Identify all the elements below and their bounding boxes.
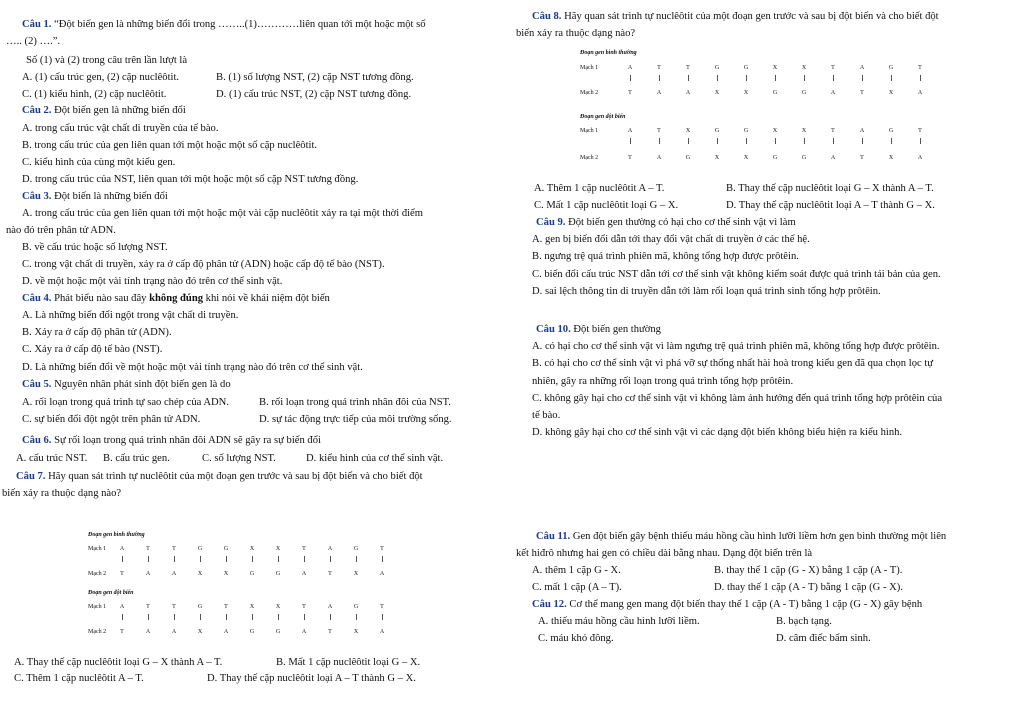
q10-option-b-line2[interactable]: nhiên, gây ra những rối loạn trong quá trình tổng hợp prôtêin.: [532, 376, 794, 387]
q7-mutant-bond: [174, 614, 175, 620]
q8-normal-bond: [920, 75, 921, 81]
q1-stem-text: “Đột biến gen là những biến đổi trong ……..(1)…………liên quan tới một hoặc một số: [54, 19, 426, 30]
q7-normal-bond: [278, 556, 279, 562]
q7-mutant-m1-base: G: [197, 604, 203, 610]
q8-mutant-bond: [891, 138, 892, 144]
q7-stem-line1: [16, 470, 423, 483]
q8-mutant-bond: [717, 138, 718, 144]
q8-mutant-m2-base: G: [772, 155, 778, 161]
q1-stem-line2: ….. (2) ….”.: [6, 36, 61, 47]
q12-option-a[interactable]: A. thiếu máu hồng cầu hình lưỡi liềm.: [538, 616, 700, 627]
q7-normal-m2-base: X: [223, 571, 229, 577]
q11-number: Câu 11.: [536, 531, 571, 542]
q12-option-c[interactable]: C. máu khó đông.: [538, 633, 614, 644]
q1-stem-line3: Số (1) và (2) trong câu trên lần lượt là: [26, 55, 188, 66]
q7-mutant-bond: [356, 614, 357, 620]
q8-mutant-m1-base: G: [743, 128, 749, 134]
q2-stem: [22, 104, 186, 117]
q8-normal-m2-base: X: [888, 90, 894, 96]
q4-option-c[interactable]: C. Xảy ra ở cấp độ tế bào (NST).: [22, 344, 163, 355]
q7-normal-m2-base: A: [379, 571, 385, 577]
q8-mutant-strand2-label: Mạch 2: [580, 155, 599, 161]
q7-mutant-bond: [200, 614, 201, 620]
q8-normal-bond: [630, 75, 631, 81]
q8-mutant-bond: [775, 138, 776, 144]
q6-option-d[interactable]: D. kiểu hình của cơ thể sinh vật.: [306, 453, 444, 464]
q7-normal-m2-base: A: [171, 571, 177, 577]
q8-mutant-m1-base: X: [801, 128, 807, 134]
q7-normal-strand1-label: Mạch 1: [88, 546, 107, 552]
q1-option-b[interactable]: B. (1) số lượng NST, (2) cặp NST tương đồng.: [216, 72, 414, 83]
q8-mutant-m1-base: T: [657, 128, 661, 134]
q4-stem-post: khi nói về khái niệm đột biến: [203, 293, 330, 304]
q7-normal-bond: [200, 556, 201, 562]
q10-option-c-line1[interactable]: C. không gây hại cho cơ thể sinh vật vì không làm ảnh hưởng đến quá trình tổng hợp prôtêin của: [532, 393, 943, 404]
q3-option-b[interactable]: B. về cấu trúc hoặc số lượng NST.: [22, 242, 168, 253]
q8-mutant-strand1-label: Mạch 1: [580, 128, 599, 134]
q8-mutant-m2-base: X: [743, 155, 749, 161]
q8-number: Câu 8.: [532, 11, 562, 22]
q7-mutant-m2-base: A: [301, 629, 307, 635]
q7-normal-m1-base: T: [380, 546, 384, 552]
q7-option-c[interactable]: C. Thêm 1 cặp nuclêôtit A – T.: [14, 673, 144, 684]
q8-mutant-m1-base: G: [888, 128, 894, 134]
q7-option-d[interactable]: D. Thay thế cặp nuclêôtit loại A – T thành G – X.: [207, 673, 416, 684]
q7-dna-diagram: [88, 532, 388, 642]
q8-mutant-m2-base: A: [830, 155, 836, 161]
q10-option-d[interactable]: D. không gây hại cho cơ thể sinh vật vì các dạng đột biến không biểu hiện ra kiểu hình.: [532, 427, 903, 438]
q9-stem: [536, 216, 796, 229]
q1-option-d[interactable]: D. (1) cấu trúc NST, (2) cặp NST tương đồng.: [216, 89, 412, 100]
q7-mutant-bond: [304, 614, 305, 620]
q5-stem-text: Nguyên nhân phát sinh đột biến gen là do: [54, 379, 231, 390]
q7-normal-m1-base: G: [223, 546, 229, 552]
q4-stem: [22, 292, 330, 305]
q8-normal-m2-base: T: [628, 90, 632, 96]
q11-stem-text: Gen đột biến gây bệnh thiếu máu hồng cầu hình lưỡi liềm hơn gen bình thường một liên: [572, 531, 947, 542]
q7-mutant-strand2-label: Mạch 2: [88, 629, 107, 635]
q2-stem-text: Đột biến gen là những biến đổi: [54, 105, 186, 116]
q8-normal-m2-base: G: [801, 90, 807, 96]
q7-normal-bond: [252, 556, 253, 562]
q8-normal-m1-base: A: [859, 65, 865, 71]
q5-option-d[interactable]: D. sự tác động trực tiếp của môi trường sống.: [259, 414, 452, 425]
q8-mutant-bond: [862, 138, 863, 144]
q7-normal-bond: [382, 556, 383, 562]
q8-mutant-m1-base: T: [918, 128, 922, 134]
q7-normal-bond: [148, 556, 149, 562]
q8-normal-m1-base: T: [918, 65, 922, 71]
q3-option-a-line1[interactable]: A. trong cấu trúc của gen liên quan tới một hoặc một vài cặp nuclêôtit xảy ra tại một thời điểm: [22, 208, 423, 219]
q7-mutant-strand1-label: Mạch 1: [88, 604, 107, 610]
q1-number: Câu 1.: [22, 19, 52, 30]
q3-stem: [22, 190, 168, 203]
q4-option-d[interactable]: D. Là những biến đổi về một hoặc một vài tính trạng nào đó trên cơ thể sinh vật.: [22, 362, 363, 373]
q7-normal-m1-base: X: [275, 546, 281, 552]
q7-option-a[interactable]: A. Thay thế cặp nuclêôtit loại G – X thành A – T.: [14, 657, 223, 668]
q8-mutant-m2-base: T: [860, 155, 864, 161]
q9-option-b[interactable]: B. ngưng trệ quá trình phiên mã, không tổng hợp được prôtêin.: [532, 251, 799, 262]
q8-normal-m1-base: G: [888, 65, 894, 71]
q7-mutant-m2-base: T: [328, 629, 332, 635]
q3-number: Câu 3.: [22, 191, 52, 202]
q7-mutant-m2-base: T: [120, 629, 124, 635]
q7-mutant-m2-base: G: [275, 629, 281, 635]
q2-number: Câu 2.: [22, 105, 52, 116]
q11-option-d[interactable]: D. thay thế 1 cặp (A - T) bằng 1 cặp (G - X).: [714, 582, 903, 593]
q7-normal-m1-base: A: [119, 546, 125, 552]
q7-normal-strand2-label: Mạch 2: [88, 571, 107, 577]
q7-normal-bond: [122, 556, 123, 562]
q8-normal-bond: [891, 75, 892, 81]
q8-stem-line2: biến xảy ra thuộc dạng nào?: [516, 28, 636, 39]
q4-option-b[interactable]: B. Xảy ra ở cấp độ phân tử (ADN).: [22, 327, 172, 338]
q3-option-d[interactable]: D. về một hoặc một vài tính trạng nào đó trên cơ thể sinh vật.: [22, 276, 283, 287]
q7-mutant-m2-base: A: [379, 629, 385, 635]
q8-normal-bond: [746, 75, 747, 81]
q2-option-a[interactable]: A. trong cấu trúc vật chất di truyền của tế bào.: [22, 123, 219, 134]
q8-mutant-bond: [659, 138, 660, 144]
q7-mutant-m2-base: A: [171, 629, 177, 635]
q7-normal-m2-base: X: [353, 571, 359, 577]
q11-stem-line1: [536, 530, 946, 543]
q4-number: Câu 4.: [22, 293, 52, 304]
q10-stem: [536, 323, 661, 336]
q8-mutant-bond: [804, 138, 805, 144]
q7-mutant-m1-base: T: [380, 604, 384, 610]
q7-mutant-m2-base: A: [223, 629, 229, 635]
q2-option-d[interactable]: D. trong cấu trúc của NST, liên quan tới một hoặc một số cặp NST tương đồng.: [22, 174, 359, 185]
q9-number: Câu 9.: [536, 217, 566, 228]
q8-mutant-bond: [746, 138, 747, 144]
q8-normal-m1-base: A: [627, 65, 633, 71]
q7-mutant-m1-base: X: [249, 604, 255, 610]
q8-stem-line1: [532, 10, 939, 23]
q10-option-c-line2[interactable]: tế bào.: [532, 410, 561, 421]
q7-normal-m2-base: G: [275, 571, 281, 577]
q8-normal-m1-base: T: [686, 65, 690, 71]
q7-normal-m2-base: T: [328, 571, 332, 577]
q7-normal-m1-base: T: [146, 546, 150, 552]
q9-stem-text: Đột biến gen thường có hại cho cơ thể sinh vật vì làm: [568, 217, 796, 228]
q8-mutant-m2-base: A: [917, 155, 923, 161]
q10-option-b-line1[interactable]: B. có hại cho cơ thể sinh vật vì phá vỡ sự thống nhất hài hoà trong kiểu gen đã qua chọn lọc tự: [532, 358, 934, 369]
q7-normal-m1-base: T: [172, 546, 176, 552]
q6-stem-text: Sự rối loạn trong quá trình nhân đôi ADN sẽ gây ra sự biến đổi: [54, 435, 321, 446]
q12-stem-text: Cơ thể mang gen mang đột biến thay thế 1 cặp (A - T) bằng 1 cặp (G - X) gây bệnh: [569, 599, 923, 610]
q12-option-d[interactable]: D. câm điếc bẩm sinh.: [776, 633, 871, 644]
q6-stem: [22, 434, 321, 447]
q8-mutant-m1-base: X: [772, 128, 778, 134]
q7-mutant-m2-base: A: [145, 629, 151, 635]
q8-normal-m1-base: G: [714, 65, 720, 71]
q8-mutant-m1-base: A: [627, 128, 633, 134]
q4-stem-pre: Phát biểu nào sau đây: [54, 293, 150, 304]
q7-mutant-bond: [122, 614, 123, 620]
q7-mutant-m1-base: T: [146, 604, 150, 610]
q7-mutant-m2-base: G: [249, 629, 255, 635]
q1-option-c[interactable]: C. (1) kiểu hình, (2) cặp nuclêôtit.: [22, 89, 167, 100]
q7-normal-title: Đoạn gen bình thường: [88, 532, 145, 538]
q8-mutant-bond: [630, 138, 631, 144]
q9-option-d[interactable]: D. sai lệch thông tin di truyền dẫn tới làm rối loạn quá trình sinh tổng hợp prôtêin.: [532, 286, 881, 297]
q7-mutant-title: Đoạn gen đột biến: [88, 590, 134, 596]
q7-mutant-m2-base: X: [353, 629, 359, 635]
q12-option-b[interactable]: B. bạch tạng.: [776, 616, 832, 627]
q10-option-a[interactable]: A. có hại cho cơ thể sinh vật vì làm ngưng trệ quá trình phiên mã, không tổng hợp được prôtêin.: [532, 341, 940, 352]
q7-mutant-m1-base: X: [275, 604, 281, 610]
q8-option-d[interactable]: D. Thay thế cặp nuclêôtit loại A – T thành G – X.: [726, 200, 935, 211]
q8-mutant-bond: [688, 138, 689, 144]
q7-normal-bond: [304, 556, 305, 562]
q8-normal-bond: [833, 75, 834, 81]
q8-option-b[interactable]: B. Thay thế cặp nuclêôtit loại G – X thành A – T.: [726, 183, 934, 194]
q4-stem-bold: không đúng: [149, 293, 204, 304]
q7-mutant-m1-base: A: [327, 604, 333, 610]
q2-option-b[interactable]: B. trong cấu trúc của gen liên quan tới một hoặc một số cặp nuclêôtit.: [22, 140, 318, 151]
q7-mutant-bond: [252, 614, 253, 620]
q8-mutant-m2-base: X: [888, 155, 894, 161]
q7-normal-m1-base: G: [197, 546, 203, 552]
q8-mutant-title: Đoạn gen đột biến: [580, 114, 626, 120]
q6-number: Câu 6.: [22, 435, 52, 446]
q8-option-c[interactable]: C. Mất 1 cặp nuclêôtit loại G – X.: [534, 200, 679, 211]
q5-option-b[interactable]: B. rối loạn trong quá trình nhân đôi của NST.: [259, 397, 451, 408]
q7-normal-m1-base: G: [353, 546, 359, 552]
q8-normal-bond: [775, 75, 776, 81]
q7-mutant-m2-base: X: [197, 629, 203, 635]
q8-normal-title: Đoạn gen bình thường: [580, 50, 637, 56]
q5-option-c[interactable]: C. sự biến đổi đột ngột trên phân tử ADN.: [22, 414, 201, 425]
q7-number: Câu 7.: [16, 471, 46, 482]
q3-option-a-line2[interactable]: nào đó trên phân tử ADN.: [6, 225, 116, 236]
q7-mutant-bond: [278, 614, 279, 620]
q8-normal-bond: [659, 75, 660, 81]
q1-stem-line1: [22, 18, 426, 31]
q8-mutant-m1-base: A: [859, 128, 865, 134]
q5-option-a[interactable]: A. rối loạn trong quá trình tự sao chép của ADN.: [22, 397, 229, 408]
q7-mutant-m1-base: G: [353, 604, 359, 610]
q8-mutant-m1-base: X: [685, 128, 691, 134]
q7-normal-m2-base: A: [301, 571, 307, 577]
q8-mutant-m2-base: T: [628, 155, 632, 161]
q7-normal-m2-base: G: [249, 571, 255, 577]
q7-normal-bond: [330, 556, 331, 562]
q8-normal-m2-base: A: [685, 90, 691, 96]
q8-dna-diagram: [580, 50, 923, 166]
q7-option-b[interactable]: B. Mất 1 cặp nuclêôtit loại G – X.: [276, 657, 421, 668]
q2-option-c[interactable]: C. kiểu hình của cùng một kiểu gen.: [22, 157, 176, 168]
q8-normal-m2-base: A: [656, 90, 662, 96]
q8-option-a[interactable]: A. Thêm 1 cặp nuclêôtit A – T.: [534, 183, 665, 194]
q8-normal-m2-base: A: [830, 90, 836, 96]
q7-mutant-bond: [330, 614, 331, 620]
q7-mutant-bond: [148, 614, 149, 620]
q10-number: Câu 10.: [536, 324, 571, 335]
q8-normal-strand1-label: Mạch 1: [580, 65, 599, 71]
q8-normal-m1-base: X: [801, 65, 807, 71]
q11-stem-line2: kết hiđrô nhưng hai gen có chiều dài bằng nhau. Dạng đột biến trên là: [516, 548, 813, 559]
q7-mutant-m1-base: T: [302, 604, 306, 610]
q8-normal-m2-base: G: [772, 90, 778, 96]
q6-option-b[interactable]: B. cấu trúc gen.: [103, 453, 170, 464]
q3-stem-text: Đột biến là những biến đổi: [54, 191, 168, 202]
q8-normal-m1-base: T: [831, 65, 835, 71]
q1-option-a[interactable]: A. (1) cấu trúc gen, (2) cặp nuclêôtit.: [22, 72, 180, 83]
q7-normal-m1-base: A: [327, 546, 333, 552]
q8-mutant-m2-base: G: [685, 155, 691, 161]
q8-normal-m1-base: T: [657, 65, 661, 71]
q8-normal-m2-base: A: [917, 90, 923, 96]
q7-stem-text: Hãy quan sát trình tự nuclêôtit của một đoạn gen trước và sau bị đột biến và cho biết đột: [48, 471, 423, 482]
q8-normal-bond: [862, 75, 863, 81]
q11-option-a[interactable]: A. thêm 1 cặp G - X.: [532, 565, 621, 576]
q7-mutant-m1-base: A: [119, 604, 125, 610]
q7-normal-m2-base: T: [120, 571, 124, 577]
q11-option-b[interactable]: B. thay thế 1 cặp (G - X) bằng 1 cặp (A - T).: [714, 565, 903, 576]
q10-stem-text: Đột biến gen thường: [573, 324, 661, 335]
q12-stem: [532, 598, 922, 611]
q9-option-a[interactable]: A. gen bị biến đổi dẫn tới thay đổi vật chất di truyền ở các thế hệ.: [532, 234, 810, 245]
q7-mutant-bond: [382, 614, 383, 620]
q7-mutant-m1-base: T: [224, 604, 228, 610]
q8-normal-bond: [688, 75, 689, 81]
q8-normal-m1-base: G: [743, 65, 749, 71]
q8-stem-text: Hãy quan sát trình tự nuclêôtit của một đoạn gen trước và sau bị đột biến và cho biết đột: [564, 11, 939, 22]
q8-normal-m2-base: T: [860, 90, 864, 96]
q8-normal-strand2-label: Mạch 2: [580, 90, 599, 96]
q7-normal-m2-base: A: [145, 571, 151, 577]
q8-mutant-m2-base: A: [656, 155, 662, 161]
q7-normal-bond: [226, 556, 227, 562]
q12-number: Câu 12.: [532, 599, 567, 610]
q8-mutant-m1-base: G: [714, 128, 720, 134]
q4-option-a[interactable]: A. Là những biến đổi ngột trong vật chất di truyền.: [22, 310, 239, 321]
q6-option-a[interactable]: A. cấu trúc NST.: [16, 453, 88, 464]
q8-normal-m2-base: X: [743, 90, 749, 96]
q7-normal-bond: [174, 556, 175, 562]
q8-mutant-m1-base: T: [831, 128, 835, 134]
q7-normal-m1-base: X: [249, 546, 255, 552]
q6-option-c[interactable]: C. số lượng NST.: [202, 453, 276, 464]
q8-mutant-bond: [833, 138, 834, 144]
q7-normal-m1-base: T: [302, 546, 306, 552]
q5-number: Câu 5.: [22, 379, 52, 390]
q7-mutant-m1-base: T: [172, 604, 176, 610]
q7-mutant-bond: [226, 614, 227, 620]
q8-normal-m1-base: X: [772, 65, 778, 71]
q7-normal-m2-base: X: [197, 571, 203, 577]
q7-stem-line2: biến xảy ra thuộc dạng nào?: [2, 488, 122, 499]
q8-normal-bond: [717, 75, 718, 81]
q9-option-c[interactable]: C. biến đổi cấu trúc NST dẫn tới cơ thể sinh vật không kiểm soát được quá trình tái bản của gen.: [532, 269, 941, 280]
q8-mutant-m2-base: X: [714, 155, 720, 161]
q8-mutant-m2-base: G: [801, 155, 807, 161]
q7-normal-bond: [356, 556, 357, 562]
q8-normal-m2-base: X: [714, 90, 720, 96]
q8-mutant-bond: [920, 138, 921, 144]
q11-option-c[interactable]: C. mất 1 cặp (A – T).: [532, 582, 622, 593]
q8-normal-bond: [804, 75, 805, 81]
q3-option-c[interactable]: C. trong vật chất di truyền, xảy ra ở cấp độ phân tử (ADN) hoặc cấp độ tế bào (NST).: [22, 259, 385, 270]
q5-stem: [22, 378, 231, 391]
